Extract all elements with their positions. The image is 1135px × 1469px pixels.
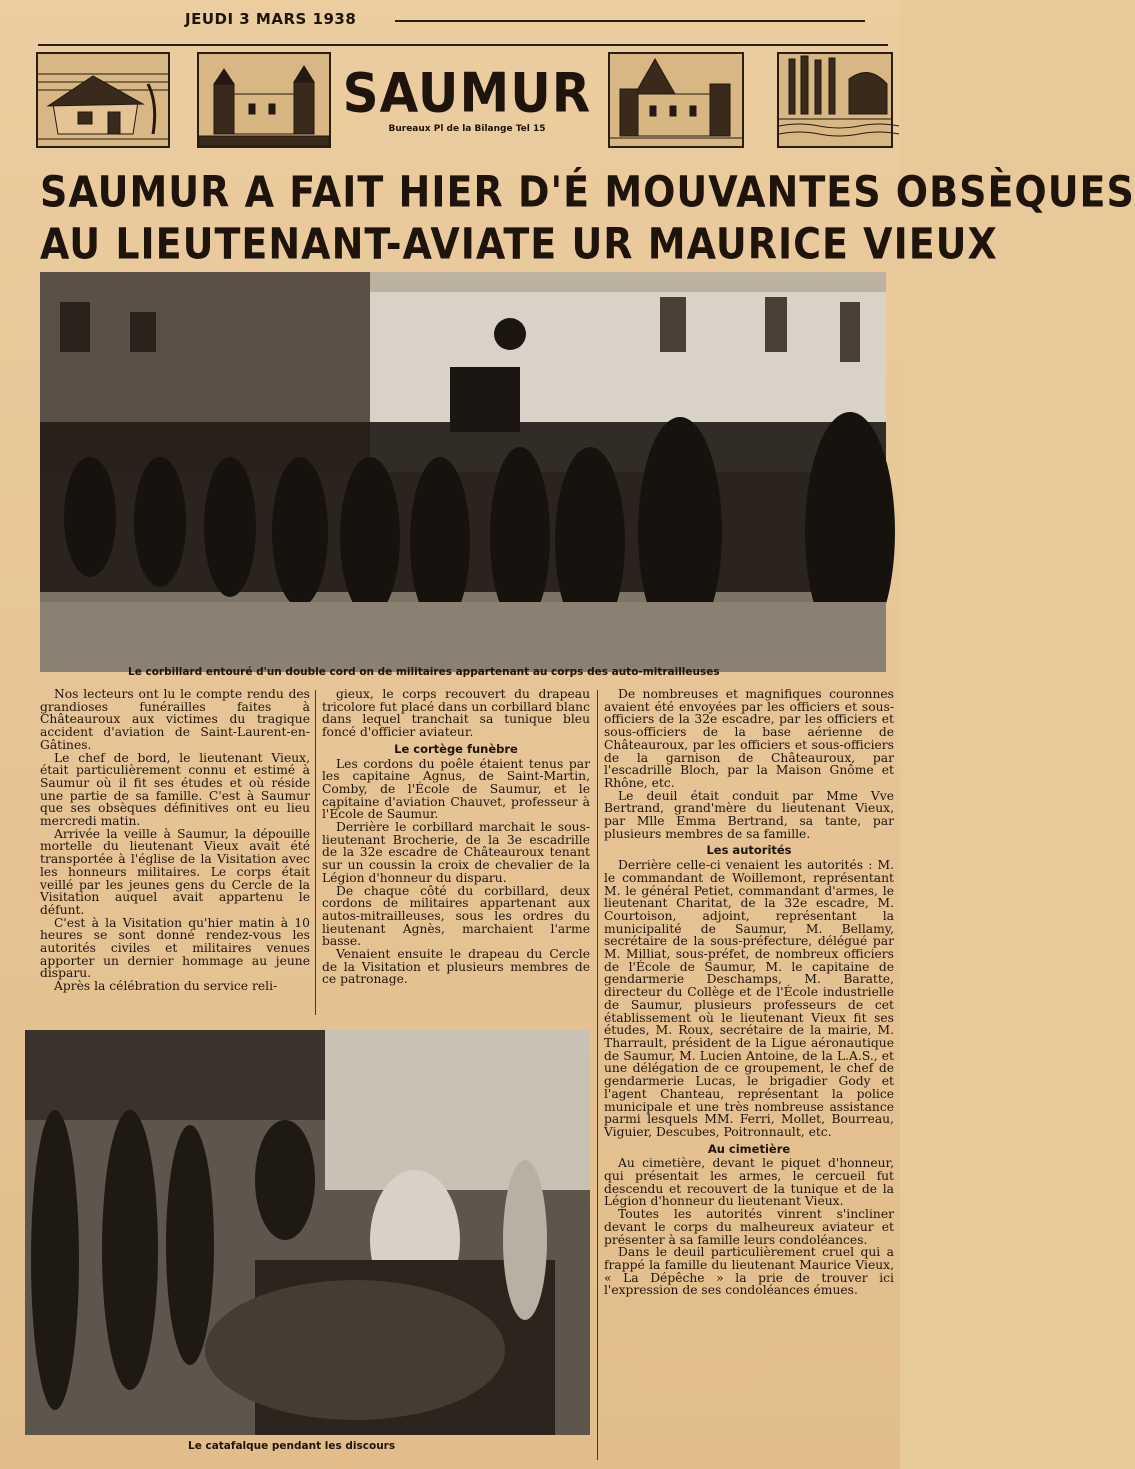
paragraph: Dans le deuil particulièrement cruel qui a frappé la famille du lieutenant Maurice Vieux, « La Dépêche » la prie de trouver ici l'expression de ses condoléances émues. (604, 1245, 894, 1298)
article-column-1 (40, 688, 310, 993)
subhead-cortege: Le cortège funèbre (394, 741, 518, 756)
subhead-cimetiere: Au cimetière (707, 1141, 791, 1156)
headline-line-1: SAUMUR A FAIT HIER D'É MOUVANTES OBSÈQUES (40, 167, 1135, 217)
paragraph: Derrière le corbillard marchait le sous-lieutenant Brocherie, de la 3e escadrille de la 32e escadre de Châteauroux tenant sur un coussin la croix de chevalier de la Légion d'honneur du disparu. (322, 820, 590, 885)
column-divider (315, 690, 316, 1015)
paragraph: Venaient ensuite le drapeau du Cercle de la Visitation et plusieurs membres de ce patronage. (322, 947, 590, 987)
paragraph: Au cimetière, devant le piquet d'honneur, qui présentait les armes, le cercueil fut descendu et recouvert de la tunique et de la Légion d'honneur du lieutenant Vieux. (604, 1156, 894, 1209)
paragraph: C'est à la Visitation qu'hier matin à 10 heures se sont donné rendez-vous les autorités civiles et militaires venues apporter un dernier hommage au jeune disparu. (40, 915, 310, 981)
paragraph: Toutes les autorités vinrent s'incliner devant le corps du malheureux aviateur et présenter à sa famille leurs condoléances. (604, 1207, 894, 1247)
paragraph: Le deuil était conduit par Mme Vve Bertrand, grand'mère du lieutenant Vieux, par Mlle Emma Bertrand, sa tante, par plusieurs membres de sa famille. (604, 788, 894, 841)
masthead (337, 60, 597, 142)
masthead-top-rule (38, 44, 888, 46)
paragraph: De nombreuses et magnifiques couronnes avaient été envoyées par les officiers et sous-officiers de la 32e escadre, par les officiers et sous-officiers de la base aérienne de Châteauroux, par les officiers et sous-officiers de la garnison de Châteauroux, par l'escadrille Bloch, par la Maison Gnôme et Rhône, etc. (604, 687, 894, 790)
photo-catafalque (25, 1030, 590, 1435)
vignette-castle (608, 52, 744, 148)
column-divider (597, 690, 598, 1460)
paragraph: Après la célébration du service reli- (54, 979, 278, 994)
photo-caption-top: Le corbillard entouré d'un double cord on de militaires appartenant au corps des auto-mitrailleuses (128, 666, 720, 678)
paragraph: Les cordons du poêle étaient tenus par les capitaine Agnus, de Saint-Martin, Comby, de l'École de Saumur, et le capitaine d'aviation Chauvet, professeur à l'École de Saumur. (322, 756, 590, 822)
article-column-2 (322, 688, 590, 986)
paragraph: Arrivée la veille à Saumur, la dépouille mortelle du lieutenant Vieux avait été transportée à l'église de la Visitation avec les honneurs militaires. Le corps était veillé par les jeunes gens du Cercle de la Visitation auquel avait appartenu le défunt. (40, 826, 310, 917)
paragraph: De chaque côté du corbillard, deux cordons de militaires appartenant aux autos-mitrailleuses, sous les ordres du lieutenant Agnès, marchaient l'arme basse. (322, 883, 590, 949)
article-column-3 (604, 688, 894, 1297)
photo-funeral-procession (40, 272, 886, 672)
date-rule (395, 20, 865, 22)
masthead-address: Bureaux Pl de la Bilange Tel 15 (388, 124, 546, 134)
paragraph: gieux, le corps recouvert du drapeau tricolore fut placé dans un corbillard blanc dans lequel tranchait sa tunique bleu foncé d'officier aviateur. (322, 687, 590, 740)
vignette-chateau (197, 52, 331, 148)
subhead-autorites: Les autorités (706, 843, 792, 858)
headline-line-2: AU LIEUTENANT-AVIATE UR MAURICE VIEUX (40, 219, 998, 269)
issue-date: JEUDI 3 MARS 1938 (185, 10, 357, 28)
photo-caption-bottom: Le catafalque pendant les discours (188, 1440, 396, 1452)
paragraph: Derrière celle-ci venaient les autorités : M. le commandant de Woillemont, représentant M. le général Petiet, commandant d'armes, le lieutenant Charitat, de la 32e escadre, M. Courtoison, adjoint, représentant la municipalité de Saumur, M. Bellamy, secrétaire de la sous-préfecture, délégué par M. Milliat, sous-préfet, de nombreux officiers de l'École de Saumur, M. le capitaine de gendarmerie Deschamps, M. Baratte, directeur du Collège et de l'École industrielle de Saumur, plusieurs professeurs de cet établissement où le lieutenant Vieux fit ses études, M. Roux, secrétaire de la mairie, M. Tharrault, président de la Ligue aéronautique de Saumur, M. Lucien Antoine, de la L.A.S., et une délégation de ce groupement, le chef de gendarmerie Lucas, le brigadier Gody et l'agent Chanteau, représentant la police municipale et une très nombreuse assistance parmi lesquels MM. Ferri, Mollet, Bourreau, Viguier, Descubes, Poitronnault, etc. (604, 858, 894, 1139)
vignette-cottage (36, 52, 170, 148)
paragraph: Nos lecteurs ont lu le compte rendu des grandioses funérailles faites à Châteauroux aux victimes du tragique accident d'aviation de Saint-Laurent-en-Gâtines. (40, 687, 310, 752)
paragraph: Le chef de bord, le lieutenant Vieux, était particulièrement connu et estimé à Saumur où il fit ses études et où réside une partie de sa famille. C'est à Saumur que ses obsèques définitives ont eu lieu mercredi matin. (40, 750, 310, 829)
masthead-title: SAUMUR (342, 61, 592, 125)
vignette-river-trees (777, 52, 893, 148)
